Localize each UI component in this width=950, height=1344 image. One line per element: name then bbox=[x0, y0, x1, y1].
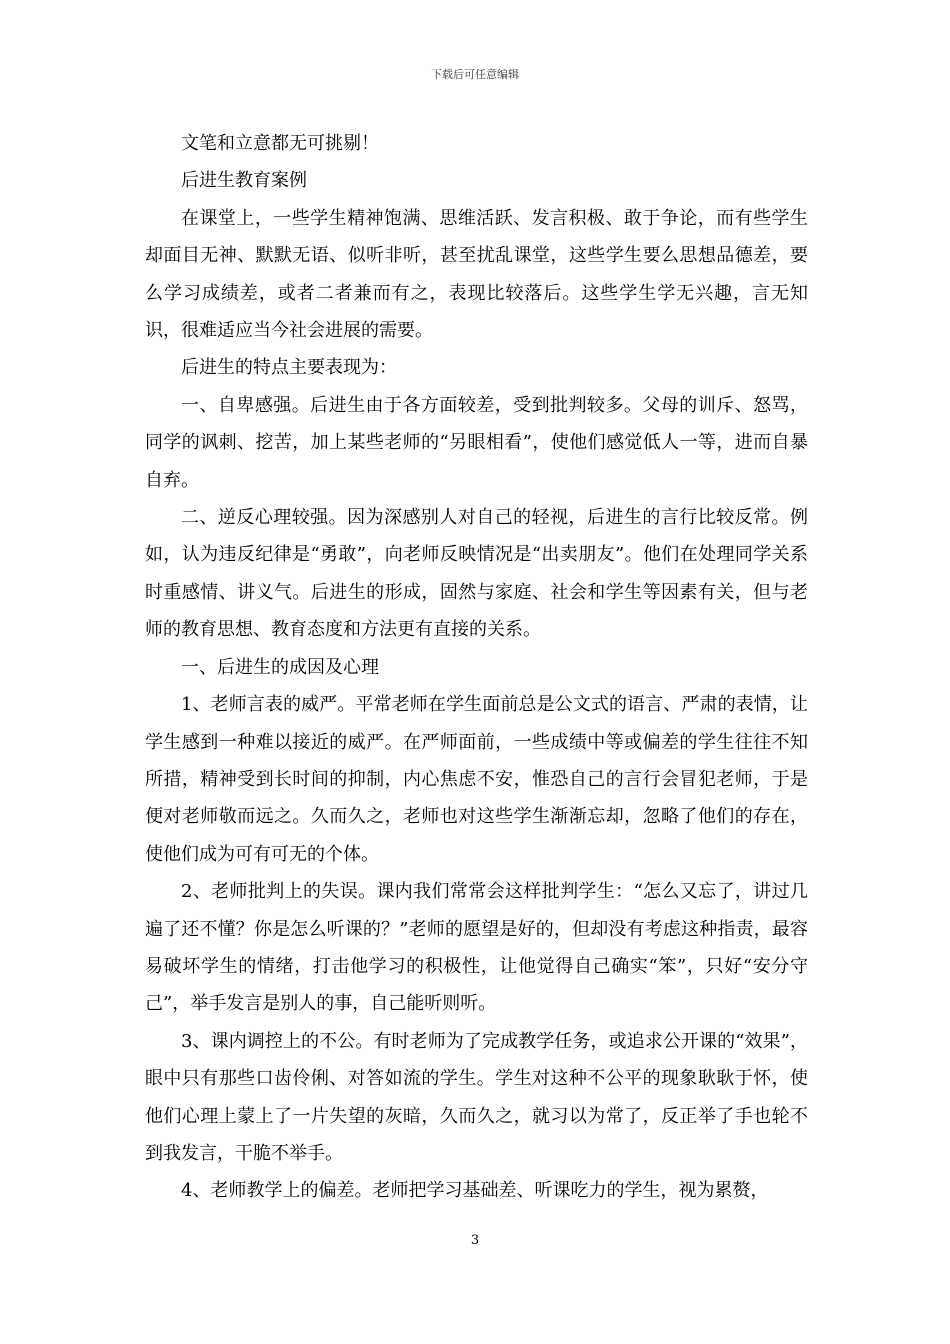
paragraph: 4、老师教学上的偏差。老师把学习基础差、听课吃力的学生，视为累赘， bbox=[181, 1180, 769, 1202]
paragraph: 3、课内调控上的不公。有时老师为了完成教学任务，或追求公开课的“效果”，眼中只有那些口齿伶俐、对答如流的学生。学生对这种不公平的现象耿耿于怀，使他们心理上蒙上了一片失望的灰暗，久而久之，就习以为常了，反正举了手也轮不到我发言，干脆不举手。 bbox=[145, 1030, 808, 1164]
paragraph: 在课堂上，一些学生精神饱满、思维活跃、发言积极、敢于争论，而有些学生却面目无神、默默无语、似听非听，甚至扰乱课堂，这些学生要么思想品德差，要么学习成绩差，或者二者兼而有之，表现比较落后。这些学生学无兴趣，言无知识，很难适应当今社会进展的需要。 bbox=[145, 207, 808, 342]
paragraph: 二、逆反心理较强。因为深感别人对自己的轻视，后进生的言行比较反常。例如，认为违反纪律是“勇敢”，向老师反映情况是“出卖朋友”。他们在处理同学关系时重感情、讲义气。后进生的形成，固然与家庭、社会和学生等因素有关，但与老师的教育思想、教育态度和方法更有直接的关系。 bbox=[145, 507, 808, 641]
paragraph: 文笔和立意都无可挑剔！ bbox=[181, 133, 379, 154]
paragraph: 一、自卑感强。后进生由于各方面较差，受到批判较多。父母的训斥、怒骂，同学的讽刺、挖苦，加上某些老师的“另眼相看”，使他们感觉低人一等，进而自暴自弃。 bbox=[145, 394, 808, 491]
paragraph: 后进生的特点主要表现为： bbox=[181, 357, 397, 379]
paragraph: 2、老师批判上的失误。课内我们常常会这样批判学生：“怎么又忘了，讲过几遍了还不懂？你是怎么听课的？”老师的愿望是好的，但却没有考虑这种指责，最容易破坏学生的情绪，打击他学习的积极性，让他觉得自己确实“笨”，只好“安分守己”，举手发言是别人的事，自己能听则听。 bbox=[145, 881, 808, 1015]
page-number: 3 bbox=[470, 1233, 480, 1248]
document-body bbox=[145, 125, 808, 1210]
section-heading: 一、后进生的成因及心理 bbox=[181, 656, 379, 678]
paragraph: 1、老师言表的威严。平常老师在学生面前总是公文式的语言、严肃的表情，让学生感到一种难以接近的威严。在严师面前，一些成绩中等或偏差的学生往往不知所措，精神受到长时间的抑制，内心焦虑不安，惟恐自己的言行会冒犯老师，于是便对老师敬而远之。久而久之，老师也对这些学生渐渐忘却，忽略了他们的存在，使他们成为可有可无的个体。 bbox=[145, 694, 808, 865]
section-title: 后进生教育案例 bbox=[181, 170, 307, 192]
page-header: 下载后可任意编辑 bbox=[431, 68, 519, 81]
